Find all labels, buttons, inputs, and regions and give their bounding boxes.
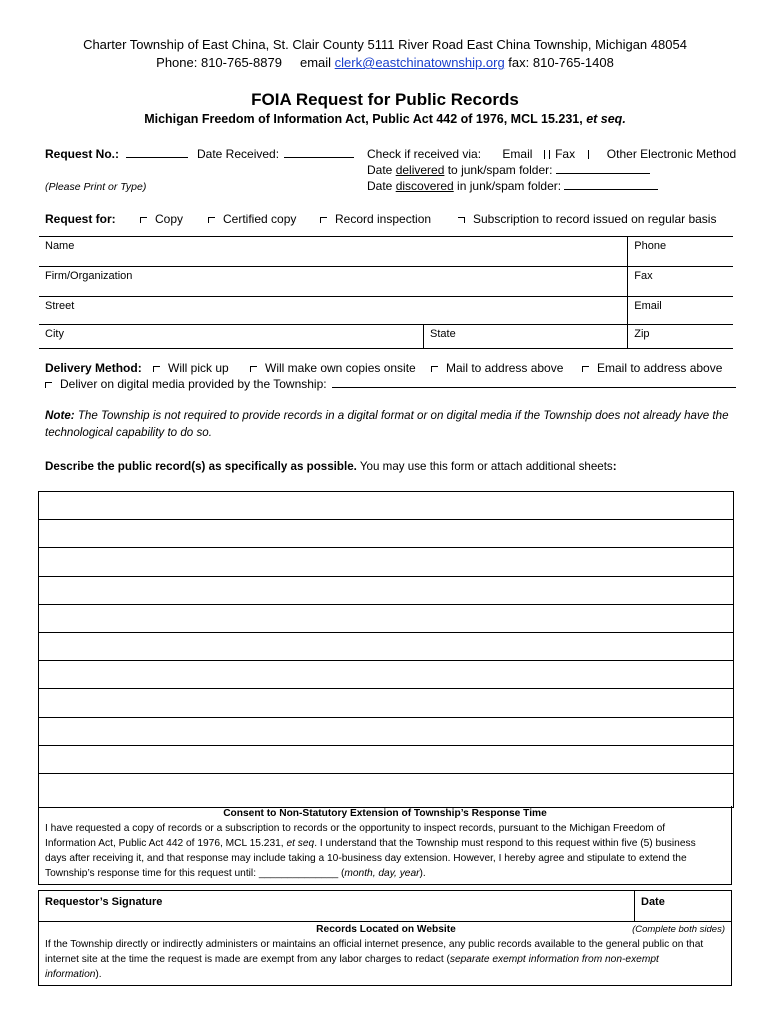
describe-rest: You may use this form or attach additional sheets bbox=[356, 460, 613, 473]
state-field[interactable] bbox=[424, 325, 628, 349]
note-text: The Township is not required to provide records in a digital format or on digital media if the Township does not already have the bbox=[74, 409, 729, 422]
delivery-mail-label: Mail to address above bbox=[446, 361, 564, 375]
request-for-row bbox=[45, 212, 116, 226]
delivery-email-checkbox[interactable] bbox=[582, 366, 589, 372]
website-records-section bbox=[38, 922, 732, 986]
consent-l2b: . I understand that the Township must respond to this request within five (5) business bbox=[314, 838, 696, 849]
township-phone: Phone: 810-765-8879 email bbox=[156, 55, 335, 70]
consent-line-2 bbox=[45, 836, 725, 851]
description-line[interactable] bbox=[39, 492, 733, 520]
note-line-1 bbox=[45, 409, 729, 422]
website-line-1: If the Township directly or indirectly administers or maintains an official internet presence, any public records available to the general public on that bbox=[45, 939, 704, 950]
phone-label: Phone bbox=[634, 240, 667, 252]
request-copy-checkbox[interactable] bbox=[140, 217, 147, 223]
name-field[interactable] bbox=[39, 237, 628, 267]
request-no-label: Request No.: bbox=[45, 147, 120, 161]
signature-field[interactable] bbox=[39, 891, 633, 922]
name-label: Name bbox=[45, 240, 75, 252]
zip-field[interactable] bbox=[628, 325, 733, 349]
request-subscription-label: Subscription to record issued on regular basis bbox=[473, 212, 717, 226]
street-field[interactable] bbox=[39, 297, 628, 325]
via-fax-label: Fax bbox=[555, 147, 576, 161]
consent-l2i: et seq bbox=[286, 838, 315, 849]
website-l2i: separate exempt information from non-exempt bbox=[449, 954, 659, 965]
request-inspection-option[interactable] bbox=[320, 212, 431, 226]
fax-label: Fax bbox=[634, 270, 653, 282]
consent-line-4 bbox=[45, 866, 725, 881]
date-delivered-field[interactable] bbox=[367, 163, 650, 177]
delivery-method-label: Delivery Method: bbox=[45, 361, 142, 375]
website-records-header bbox=[45, 922, 725, 937]
delivery-mail-option[interactable] bbox=[431, 361, 563, 375]
website-records-title: Records Located on Website bbox=[316, 924, 456, 935]
description-line[interactable] bbox=[39, 718, 733, 746]
township-fax: fax: 810-765-1408 bbox=[504, 55, 614, 70]
date-discovered-field[interactable] bbox=[367, 179, 658, 193]
date-received-label: Date Received: bbox=[197, 147, 280, 161]
signature-row bbox=[38, 890, 732, 922]
website-l3b: ). bbox=[95, 969, 102, 980]
delivery-digital-checkbox[interactable] bbox=[45, 382, 52, 388]
request-inspection-label: Record inspection bbox=[335, 212, 432, 226]
received-via-label: Check if received via: bbox=[367, 147, 482, 161]
page-subtitle bbox=[0, 112, 770, 126]
description-line[interactable] bbox=[39, 633, 733, 661]
via-email-label: Email bbox=[502, 147, 533, 161]
note-label: Note: bbox=[45, 409, 75, 422]
contact-row-firm bbox=[39, 267, 733, 297]
township-email-link[interactable]: clerk@eastchinatownship.org bbox=[334, 55, 505, 70]
request-certified-label: Certified copy bbox=[223, 212, 297, 226]
delivery-digital-line[interactable] bbox=[332, 377, 736, 388]
date-delivered-line[interactable] bbox=[556, 163, 650, 174]
description-line[interactable] bbox=[39, 605, 733, 633]
website-l2a: internet site at the time the request is made are exempt from any labor charges to redact ( bbox=[45, 954, 450, 965]
township-address: Charter Township of East China, St. Clair County 5111 River Road East China Township, Michigan 48054 bbox=[83, 37, 687, 52]
via-fax-checkbox[interactable] bbox=[549, 150, 550, 159]
signature-label: Requestor’s Signature bbox=[45, 896, 163, 908]
consent-l4b: ). bbox=[419, 868, 426, 879]
describe-instructions bbox=[45, 460, 617, 473]
request-for-label: Request for: bbox=[45, 212, 116, 226]
website-line-2 bbox=[45, 952, 725, 967]
consent-title: Consent to Non-Statutory Extension of Township’s Response Time bbox=[223, 808, 547, 819]
description-line[interactable] bbox=[39, 774, 733, 807]
describe-colon: : bbox=[612, 460, 617, 473]
request-certified-checkbox[interactable] bbox=[208, 217, 215, 223]
description-line[interactable] bbox=[39, 661, 733, 689]
delivery-email-label: Email to address above bbox=[597, 361, 723, 375]
website-l3i: information bbox=[45, 969, 96, 980]
township-contact bbox=[0, 55, 770, 70]
consent-section bbox=[38, 806, 732, 885]
request-no-field[interactable] bbox=[45, 147, 188, 161]
delivery-digital-label: Deliver on digital media provided by the Township: bbox=[60, 377, 327, 391]
consent-l4i: month, day, year bbox=[344, 868, 420, 879]
request-copy-option[interactable] bbox=[140, 212, 183, 226]
city-field[interactable] bbox=[39, 325, 424, 349]
describe-bold: Describe the public record(s) as specifically as possible. bbox=[45, 460, 357, 473]
street-label: Street bbox=[45, 300, 75, 312]
description-line[interactable] bbox=[39, 689, 733, 717]
state-label: State bbox=[430, 328, 456, 340]
fax-field[interactable] bbox=[628, 267, 733, 297]
email-field[interactable] bbox=[628, 297, 733, 325]
delivery-pickup-checkbox[interactable] bbox=[153, 366, 160, 372]
page-title: FOIA Request for Public Records bbox=[251, 90, 519, 109]
phone-field[interactable] bbox=[628, 237, 733, 267]
consent-line-3: days after receiving it, and that response may include taking a 10-business day extension. However, I hereby agree and stipulate to extend the bbox=[45, 853, 687, 864]
request-copy-label: Copy bbox=[155, 212, 184, 226]
received-via-row bbox=[367, 147, 736, 161]
date-discovered-word: discovered bbox=[395, 179, 454, 193]
contact-info-table bbox=[39, 236, 733, 349]
delivery-pickup-option[interactable] bbox=[153, 361, 229, 375]
date-delivered-word: delivered bbox=[395, 163, 445, 177]
contact-row-name bbox=[39, 237, 733, 267]
delivery-pickup-label: Will pick up bbox=[168, 361, 229, 375]
consent-line-1: I have requested a copy of records or a subscription to records or the opportunity to inspect records, pursuant to the Michigan Freedom of bbox=[45, 823, 666, 834]
zip-label: Zip bbox=[634, 328, 650, 340]
description-line[interactable] bbox=[39, 577, 733, 605]
city-label: City bbox=[45, 328, 64, 340]
delivery-method-label-wrap bbox=[45, 361, 142, 375]
complete-both-sides-note: (Complete both sides) bbox=[632, 924, 725, 935]
consent-l4a: Township’s response time for this request until: ______________ ( bbox=[45, 868, 345, 879]
date-discovered-line[interactable] bbox=[564, 179, 658, 190]
description-line[interactable] bbox=[39, 520, 733, 548]
description-line[interactable] bbox=[39, 746, 733, 774]
delivery-digital-option[interactable] bbox=[45, 377, 736, 391]
date-discovered-suffix: in junk/spam folder: bbox=[453, 179, 562, 193]
signature-divider bbox=[634, 891, 635, 922]
via-other-checkbox[interactable] bbox=[588, 150, 589, 159]
consent-l2a: Information Act, Public Act 442 of 1976, MCL 15.231, bbox=[45, 838, 287, 849]
email-label: Email bbox=[634, 300, 662, 312]
date-delivered-suffix: to junk/spam folder: bbox=[444, 163, 553, 177]
date-delivered-prefix: Date bbox=[367, 163, 396, 177]
contact-row-street bbox=[39, 297, 733, 325]
note-line-2: technological capability to do so. bbox=[45, 426, 212, 439]
contact-row-city bbox=[39, 325, 733, 349]
signature-date-field[interactable] bbox=[636, 891, 731, 922]
print-note: (Please Print or Type) bbox=[45, 181, 147, 193]
request-inspection-checkbox[interactable] bbox=[320, 217, 327, 223]
date-received-line[interactable] bbox=[284, 147, 354, 158]
subtitle-text: Michigan Freedom of Information Act, Public Act 442 of 1976, MCL 15.231, bbox=[144, 112, 587, 126]
date-discovered-prefix: Date bbox=[367, 179, 396, 193]
date-received-field[interactable] bbox=[197, 147, 354, 161]
description-line[interactable] bbox=[39, 548, 733, 576]
via-other-label: Other Electronic Method bbox=[606, 147, 737, 161]
firm-field[interactable] bbox=[39, 267, 628, 297]
delivery-mail-checkbox[interactable] bbox=[431, 366, 438, 372]
delivery-email-option[interactable] bbox=[582, 361, 722, 375]
via-email-checkbox[interactable] bbox=[544, 150, 545, 159]
firm-label: Firm/Organization bbox=[45, 270, 133, 282]
delivery-onsite-checkbox[interactable] bbox=[250, 366, 257, 372]
subtitle-et-seq: et seq. bbox=[586, 112, 626, 126]
request-subscription-option[interactable] bbox=[458, 212, 716, 226]
request-subscription-checkbox[interactable] bbox=[458, 217, 465, 223]
website-line-3 bbox=[45, 967, 725, 982]
signature-date-label: Date bbox=[641, 896, 665, 908]
request-certified-option[interactable] bbox=[208, 212, 296, 226]
request-no-line[interactable] bbox=[126, 147, 188, 158]
delivery-onsite-option[interactable] bbox=[250, 361, 416, 375]
records-description-box[interactable] bbox=[38, 491, 734, 808]
delivery-onsite-label: Will make own copies onsite bbox=[265, 361, 416, 375]
